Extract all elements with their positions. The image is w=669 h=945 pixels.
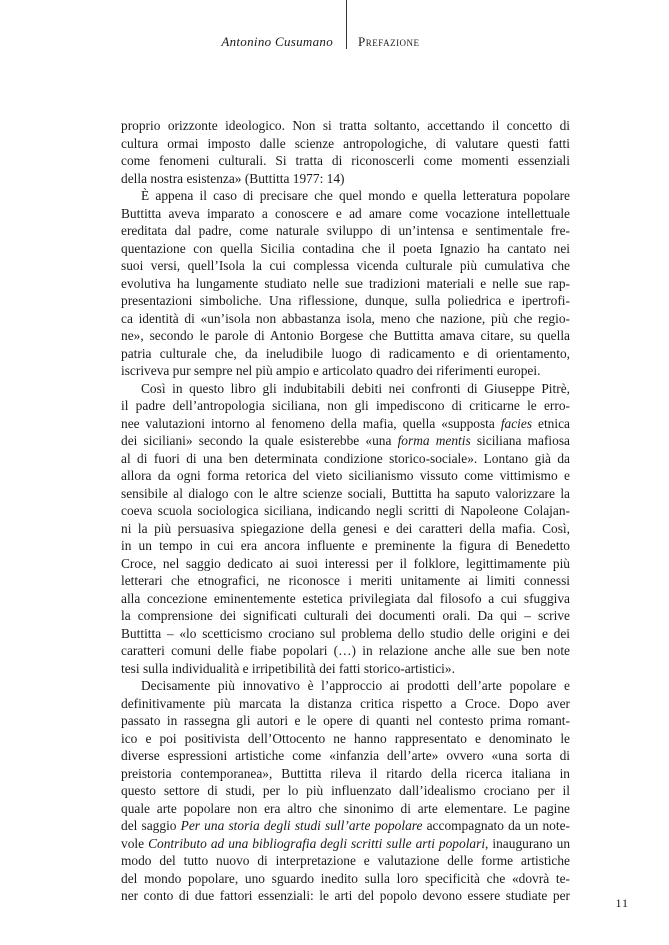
- italic-title: facies: [500, 415, 533, 431]
- text-run: questo settore di studi, per lo più influenzato dall’idealismo crociano per il: [121, 783, 570, 798]
- text-line: [121, 502, 570, 520]
- italic-title: forma mentis: [397, 433, 471, 448]
- text-run: nee valutazioni intorno al fenomeno della mafia, quella «supposta: [121, 415, 501, 431]
- text-run: evolutiva ha lungamente studiato nelle sue tradizioni materiali e nelle sue rap-: [121, 275, 570, 291]
- text-run: come fenomeni culturali. Si tratta di riconoscerli come momenti essenziali: [121, 153, 570, 168]
- text-run: definitivamente più marcata la distanza critica rispetto a Croce. Dopo aver: [121, 695, 570, 711]
- text-line: [121, 450, 570, 468]
- text-run: passato in rassegna gli autori e le opere di quanti nel contesto prima romant-: [121, 713, 570, 728]
- text-run: dei siciliani» secondo la quale esisterebbe «una: [121, 433, 398, 448]
- text-run: diverse espressioni artistiche come «infanzia dell’arte» ovvero «una sorta di: [121, 748, 570, 763]
- text-line: [121, 572, 570, 590]
- text-run: etnica: [532, 415, 570, 431]
- running-header-author: Antonino Cusumano: [221, 34, 333, 49]
- text-line: [121, 555, 570, 573]
- text-run: siciliana mafiosa: [470, 433, 570, 448]
- text-line: [121, 152, 570, 170]
- text-line: [121, 677, 570, 695]
- text-line: [121, 240, 570, 258]
- text-run: modo del tutto nuovo di interpretazione e valutazione delle forme artistiche: [121, 853, 570, 868]
- text-line: [121, 275, 570, 293]
- text-line: [121, 590, 570, 608]
- italic-title: Contributo ad una bibliografia degli scritti sulle arti popolari: [148, 835, 486, 851]
- text-line: [121, 117, 570, 135]
- text-line: [121, 765, 570, 783]
- body-text: [121, 117, 570, 905]
- text-line: [121, 205, 570, 223]
- text-line: [121, 642, 570, 660]
- text-line: [121, 415, 570, 433]
- text-run: in un tempo in cui era ancora influente e preminente la figura di Benedetto: [121, 538, 570, 553]
- text-run: Buttitta – «lo scetticismo crociano sul problema dello studio delle origini e dei: [121, 625, 570, 641]
- text-line: [121, 485, 570, 503]
- text-run: proprio orizzonte ideologico. Non si tratta soltanto, accettando il concetto di: [121, 118, 570, 133]
- text-run: iscriveva pur sempre nel più ampio e articolato quadro dei riferimenti europei.: [121, 363, 541, 378]
- text-line: [121, 835, 570, 853]
- text-run: la comprensione dei significati culturali dei documenti orali. Da qui – scrive: [121, 608, 570, 623]
- running-header-section: Prefazione: [358, 34, 420, 49]
- text-line: [121, 187, 570, 205]
- text-run: ico e poi positivista dell’Ottocento ne hanno rappresentato e denominato le: [121, 730, 570, 746]
- text-run: letterari che etnografici, ne riconosce i meriti unitamente ai limiti connessi: [121, 573, 570, 588]
- text-run: ni la più persuasiva spiegazione della genesi e dei caratteri della mafia. Così,: [121, 520, 570, 536]
- text-line: [121, 607, 570, 625]
- text-run: ner conto di due fattori essenziali: le arti del popolo devono essere studiate per: [121, 888, 570, 903]
- text-line: [121, 345, 570, 363]
- text-line: [121, 467, 570, 485]
- text-run: È appena il caso di precisare che quel mondo e quella letteratura popolare: [141, 188, 570, 203]
- text-line: [121, 380, 570, 398]
- text-line: [121, 695, 570, 713]
- text-run: ca identità di «un’isola non abbastanza isola, meno che nazione, più che regio-: [121, 310, 570, 326]
- text-run: patria culturale che, da ineludibile luogo di radicamento e di orientamento,: [121, 345, 570, 361]
- text-run: della nostra esistenza» (Buttitta 1977: 14): [121, 170, 345, 186]
- text-run: al di fuori di una ben determinata condizione storico-sociale». Lontano già da: [121, 450, 570, 466]
- text-line: [121, 782, 570, 800]
- text-line: [121, 222, 570, 240]
- text-line: [121, 520, 570, 538]
- text-run: Croce, nel saggio dedicato ai suoi interessi per il folklore, legittimamente più: [121, 555, 570, 571]
- text-run: del saggio: [121, 818, 181, 833]
- text-run: preistoria contemporanea», Buttitta rileva il ritardo della ricerca italiana in: [121, 765, 570, 781]
- text-line: [121, 397, 570, 415]
- page-number: 11: [615, 896, 629, 910]
- text-line: [121, 292, 570, 310]
- text-line: [121, 432, 570, 450]
- text-line: [121, 887, 570, 905]
- text-line: [121, 362, 570, 380]
- text-line: [121, 747, 570, 765]
- text-run: coeva scuola sociologica siciliana, indicando negli scritti di Napoleone Colajan-: [121, 503, 570, 518]
- text-run: cultura ormai imposto dalle scienze antropologiche, di valutare questi fatti: [121, 135, 570, 151]
- text-run: ereditata dal padre, come naturale sviluppo di un’intensa e sentimentale fre-: [121, 223, 570, 238]
- text-run: allora da ogni forma retorica del vieto sicilianismo vissuto come vittimismo e: [121, 468, 570, 483]
- text-run: quentazione con quella Sicilia contadina che il poeta Ignazio ha cantato nei: [121, 240, 570, 256]
- text-run: sensibile al dialogo con le altre scienze sociali, Buttitta ha saputo valorizzare la: [121, 485, 570, 501]
- text-line: [121, 712, 570, 730]
- text-line: [121, 852, 570, 870]
- text-run: Così in questo libro gli indubitabili debiti nei confronti di Giuseppe Pitrè,: [141, 380, 570, 396]
- text-line: [121, 257, 570, 275]
- text-line: [121, 537, 570, 555]
- text-run: presentazioni simboliche. Una riflessione, dunque, sulla poliedrica e ipertrofi-: [121, 293, 570, 308]
- text-line: [121, 800, 570, 818]
- text-run: ne», secondo le parole di Antonio Borgese che Buttitta amava citare, su quella: [121, 328, 570, 343]
- text-line: [121, 660, 570, 678]
- text-run: tesi sulla individualità e irripetibilità dei fatti storico-artistici».: [121, 660, 455, 676]
- text-line: [121, 310, 570, 328]
- text-line: [121, 817, 570, 835]
- text-line: [121, 870, 570, 888]
- text-run: quale arte popolare non era altro che sinonimo di arte elementare. Le pagine: [121, 800, 570, 816]
- text-run: Decisamente più innovativo è l’approccio ai prodotti dell’arte popolare e: [141, 678, 570, 693]
- text-line: [121, 625, 570, 643]
- text-run: accompagnato da un note-: [422, 818, 571, 833]
- text-line: [121, 327, 570, 345]
- text-run: vole: [121, 835, 149, 851]
- text-run: alla concezione eminentemente estetica privilegiata dal filosofo a cui sfuggiva: [121, 590, 570, 606]
- text-run: caratteri comuni delle fiabe popolari (…) in relazione anche alle sue ben note: [121, 643, 570, 658]
- text-line: [121, 135, 570, 153]
- text-run: , inaugurano un: [485, 835, 571, 851]
- header-divider: [346, 0, 347, 49]
- text-run: suoi versi, quell’Isola la cui complessa vicenda culturale più cumulativa che: [121, 258, 570, 273]
- text-line: [121, 730, 570, 748]
- text-run: il padre dell’antropologia siciliana, non gli impediscono di criticarne le erro-: [121, 398, 570, 413]
- italic-title: Per una storia degli studi sull’arte popolare: [180, 818, 423, 833]
- text-line: [121, 170, 570, 188]
- text-run: Buttitta aveva imparato a conoscere e ad amare come vocazione intellettuale: [121, 205, 570, 221]
- text-run: del mondo popolare, uno sguardo inedito sulla loro specificità che «dovrà te-: [121, 870, 570, 886]
